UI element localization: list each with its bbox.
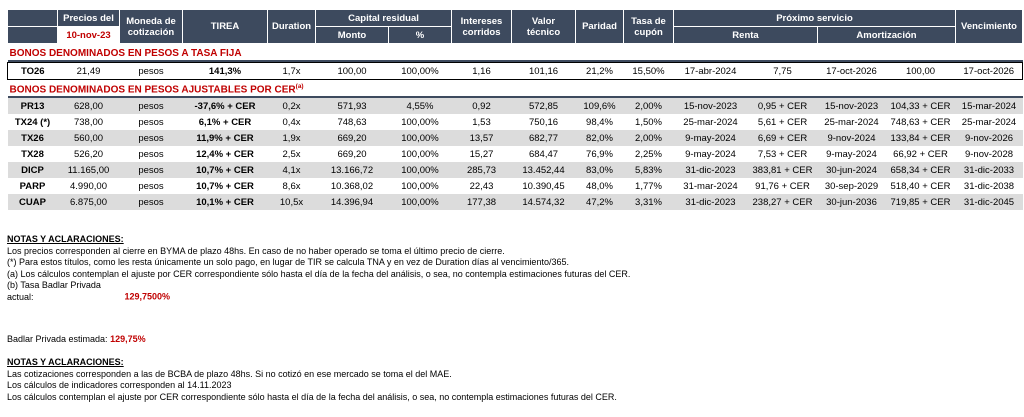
table-cell: 3,31% (624, 194, 674, 210)
note-line: Las cotizaciones corresponden a las de BCBA de plazo 48hs. Si no cotizó en ese mercado se toma el del MAE. (7, 368, 452, 379)
table-cell: 98,4% (586, 116, 613, 128)
table-cell: 572,85 (512, 98, 576, 114)
table-cell: 91,76 + CER (755, 180, 810, 192)
header-monto: Monto (316, 27, 389, 44)
table-cell: 177,38 (452, 194, 512, 210)
table-row (8, 63, 1023, 80)
table-cell: 30-jun-2024 (818, 162, 886, 178)
header-paridad: Paridad (576, 10, 624, 44)
table-cell: 1,16 (452, 63, 512, 80)
table-cell: 17-oct-2026 (956, 63, 1023, 80)
note-line: (*) Para estos títulos, como les resta únicamente un solo pago, en lugar de TIR se calcula TNA y en vez de Duration días al vencimiento/365. (7, 257, 569, 267)
table-cell: 6.875,00 (58, 194, 120, 210)
table-cell: 748,63 (337, 116, 367, 128)
table-row (8, 146, 1023, 162)
table-cell: pesos (138, 116, 164, 128)
table-cell: 83,0% (576, 162, 624, 178)
table-cell: -37,6% + CER (183, 98, 268, 114)
table-cell: 0,4x (282, 116, 301, 128)
table-cell: 100,00% (401, 116, 439, 128)
notes-title: NOTAS Y ACLARACIONES: (7, 357, 124, 367)
table-cell: TX28 (21, 148, 44, 160)
table-cell: 669,20 (316, 130, 389, 146)
table-cell: 9-may-2024 (685, 148, 736, 160)
table-cell: 9-may-2024 (826, 148, 877, 160)
header-fecha: 10-nov-23 (58, 27, 120, 44)
table-cell: 82,0% (576, 130, 624, 146)
table-cell: 7,53 + CER (757, 148, 808, 160)
table-cell: 1,9x (268, 130, 316, 146)
badlar-estimada-label: Badlar Privada estimada: (7, 334, 108, 344)
table-cell: 30-sep-2029 (824, 180, 879, 192)
table-cell: 22,43 (469, 180, 494, 192)
table-cell: 2,00% (624, 98, 674, 114)
table-cell: 8,6x (282, 180, 301, 192)
table-cell: 25-mar-2024 (961, 116, 1017, 128)
table-cell: 571,93 (316, 98, 389, 114)
header-intereses: Intereses corridos (452, 10, 512, 44)
header-pct: % (389, 27, 452, 44)
table-cell: 15,27 (469, 148, 494, 160)
table-row (8, 194, 1023, 210)
table-cell: 669,20 (337, 148, 367, 160)
section-footnote-mark: (a) (295, 83, 304, 91)
empty-header (8, 10, 58, 27)
table-cell: 1,7x (268, 63, 316, 80)
header-precios: Precios del (58, 10, 120, 27)
table-cell: 684,47 (528, 148, 559, 160)
table-cell: 518,40 + CER (890, 180, 951, 192)
table-cell: 6,69 + CER (748, 130, 818, 146)
table-row (8, 98, 1023, 114)
note-line: (a) Los cálculos contemplan el ajuste por CER correspondiente sólo hasta el día de la fecha del análisis, o sea, no contempla estimaciones futuras del CER. (7, 268, 631, 279)
badlar-estimada (7, 334, 146, 346)
table-cell: 4.990,00 (70, 180, 107, 192)
notes-block-2 (7, 357, 617, 403)
table-cell: 100,00% (389, 130, 452, 146)
header-vencimiento: Vencimiento (956, 10, 1023, 44)
table-cell: 13.452,44 (512, 162, 576, 178)
table-cell: 2,5x (282, 148, 301, 160)
table-cell: 109,6% (576, 98, 624, 114)
table-cell: 9-may-2024 (674, 130, 748, 146)
table-row (8, 178, 1023, 194)
table-cell: 14.396,94 (316, 194, 389, 210)
table-cell: 100,00 (886, 63, 956, 80)
table-cell: 0,2x (268, 98, 316, 114)
notes-title: NOTAS Y ACLARACIONES: (7, 234, 124, 244)
table-cell: 628,00 (58, 98, 120, 114)
table-cell: 31-mar-2024 (683, 180, 738, 192)
table-cell: pesos (120, 162, 183, 178)
table-cell: 10,5x (268, 194, 316, 210)
table-cell: 21,49 (58, 63, 120, 80)
note-line: Los cálculos de indicadores corresponden al 14.11.2023 (7, 380, 232, 390)
table-cell: 11.165,00 (58, 162, 120, 178)
table-cell: PARP (19, 180, 46, 192)
table-cell: 2,25% (635, 148, 662, 160)
header-moneda: Moneda de cotización (120, 10, 183, 44)
table-cell: pesos (138, 148, 164, 160)
table-cell: 48,0% (586, 180, 613, 192)
table-cell: TX24 (*) (14, 116, 51, 128)
table-cell: 750,16 (528, 116, 559, 128)
table-cell: 31-dic-2023 (674, 162, 748, 178)
table-cell: 285,73 (452, 162, 512, 178)
table-row (8, 162, 1023, 178)
bonds-table (7, 9, 1023, 210)
empty-header (8, 27, 58, 44)
table-cell: 133,84 + CER (886, 130, 956, 146)
table-cell: 100,00% (389, 194, 452, 210)
header-proximo-servicio: Próximo servicio (674, 10, 956, 27)
table-cell: 25-mar-2024 (824, 116, 879, 128)
table-cell: 748,63 + CER (890, 116, 951, 128)
header-duration: Duration (268, 10, 316, 44)
table-cell: 15-nov-2023 (818, 98, 886, 114)
table-cell: CUAP (8, 194, 58, 210)
badlar-label: (b) Tasa Badlar Privada actual: (7, 280, 101, 302)
table-cell: 14.574,32 (512, 194, 576, 210)
note-line: Los precios corresponden al cierre en BYMA de plazo 48hs. En caso de no haber operado se toma el último precio de cierre. (7, 245, 505, 256)
table-cell: TX26 (8, 130, 58, 146)
table-cell: 4,55% (389, 98, 452, 114)
table-cell: 13,57 (452, 130, 512, 146)
table-row (8, 114, 1023, 130)
table-cell: 5,83% (624, 162, 674, 178)
table-cell: 682,77 (512, 130, 576, 146)
table-cell: 9-nov-2026 (956, 130, 1023, 146)
table-cell: 15-mar-2024 (956, 98, 1023, 114)
header-tasa-cupon: Tasa de cupón (624, 10, 674, 44)
table-cell: 7,75 (748, 63, 818, 80)
table-cell: 6,1% + CER (198, 116, 252, 128)
table-cell: PR13 (8, 98, 58, 114)
table-cell: 5,61 + CER (757, 116, 808, 128)
table-cell: 10,1% + CER (183, 194, 268, 210)
table-cell: 66,92 + CER (893, 148, 948, 160)
table-row (8, 130, 1023, 146)
table-cell: 9-nov-2024 (818, 130, 886, 146)
table-cell: 1,53 (472, 116, 491, 128)
table-cell: 15-nov-2023 (674, 98, 748, 114)
table-cell: 31-dic-2033 (956, 162, 1023, 178)
table-cell: 10,7% + CER (196, 180, 254, 192)
table-cell: 238,27 + CER (748, 194, 818, 210)
table-cell: 100,00% (389, 63, 452, 80)
section-title (8, 47, 1023, 60)
table-cell: 100,00 (316, 63, 389, 80)
table-cell: 1,50% (635, 116, 662, 128)
table-cell: 21,2% (576, 63, 624, 80)
table-cell: 13.166,72 (316, 162, 389, 178)
table-cell: 17-oct-2026 (818, 63, 886, 80)
table-cell: 738,00 (73, 116, 104, 128)
table-cell: 526,20 (73, 148, 104, 160)
table-cell: 719,85 + CER (886, 194, 956, 210)
table-cell: 101,16 (512, 63, 576, 80)
table-cell: 31-dic-2023 (674, 194, 748, 210)
table-cell: 100,00% (401, 148, 439, 160)
table-cell: 0,95 + CER (748, 98, 818, 114)
table-cell: 31-dic-2045 (956, 194, 1023, 210)
table-cell: 47,2% (576, 194, 624, 210)
table-cell: 15,50% (624, 63, 674, 80)
table-cell: 11,9% + CER (183, 130, 268, 146)
table-cell: 100,00% (401, 180, 439, 192)
table-cell: 141,3% (183, 63, 268, 80)
table-cell: 10.390,45 (522, 180, 565, 192)
table-cell: 17-abr-2024 (674, 63, 748, 80)
section-title-text: BONOS DENOMINADOS EN PESOS A TASA FIJA (9, 48, 242, 59)
header-amortizacion: Amortización (818, 27, 956, 44)
header-capital-residual: Capital residual (316, 10, 452, 27)
badlar-line (7, 280, 630, 303)
table-cell: 76,9% (586, 148, 613, 160)
table-cell: 10.368,02 (330, 180, 374, 192)
table-cell: pesos (120, 194, 183, 210)
table-cell: 10,7% + CER (183, 162, 268, 178)
table-cell: pesos (120, 98, 183, 114)
table-cell: DICP (8, 162, 58, 178)
header-renta: Renta (674, 27, 818, 44)
badlar-value: 129,7500% (124, 291, 171, 302)
table-cell: 383,81 + CER (748, 162, 818, 178)
notes-block-1 (7, 234, 630, 303)
table-cell: pesos (120, 130, 183, 146)
table-cell: 31-dic-2038 (963, 180, 1015, 192)
table-cell: 104,33 + CER (886, 98, 956, 114)
table-cell: TO26 (8, 63, 58, 80)
table-cell: 100,00% (389, 162, 452, 178)
table-cell: 9-nov-2028 (964, 148, 1014, 160)
table-cell: 658,34 + CER (886, 162, 956, 178)
badlar-estimada-value: 129,75% (110, 334, 146, 344)
table-cell: 560,00 (58, 130, 120, 146)
header-valor-tecnico: Valor técnico (512, 10, 576, 44)
table-cell: 1,77% (635, 180, 662, 192)
section-title-text: BONOS DENOMINADOS EN PESOS AJUSTABLES POR CER (9, 84, 296, 96)
section-title (8, 83, 1023, 96)
table-cell: 30-jun-2036 (818, 194, 886, 210)
table-cell: pesos (138, 180, 164, 192)
table-cell: 0,92 (452, 98, 512, 114)
table-cell: pesos (120, 63, 183, 80)
table-cell: 25-mar-2024 (683, 116, 738, 128)
table-cell: 2,00% (624, 130, 674, 146)
note-line: Los cálculos contemplan el ajuste por CER correspondiente sólo hasta el día de la fecha del análisis, o sea, no contempla estimaciones futuras del CER. (7, 391, 617, 402)
table-cell: 4,1x (268, 162, 316, 178)
header-tirea: TIREA (183, 10, 268, 44)
table-cell: 12,4% + CER (196, 148, 254, 160)
